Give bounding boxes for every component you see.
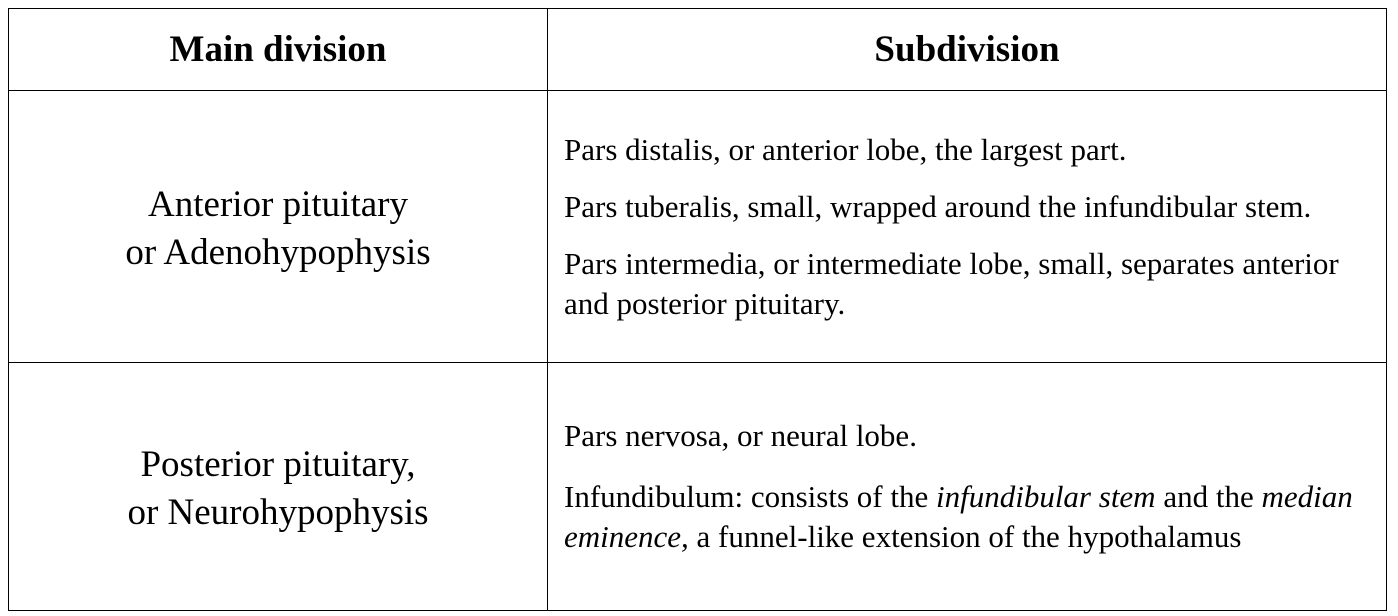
infundibulum-suffix: a funnel-like extension of the hypothalamus — [688, 519, 1242, 554]
infundibulum-middle: and the — [1155, 479, 1262, 514]
subdivision-cell — [548, 91, 1387, 363]
table-row — [9, 91, 1387, 363]
main-division-line: or Adenohypophysis — [125, 231, 431, 273]
main-division-line: Anterior pituitary — [148, 183, 408, 225]
main-division-cell — [9, 91, 548, 363]
subdivision-cell — [548, 363, 1387, 611]
median-eminence-term: median eminence, — [564, 479, 1353, 554]
subdivision-item: Pars intermedia, or intermediate lobe, small, separates anterior and posterior pituitary. — [564, 245, 1339, 321]
subdivision-item: Pars distalis, or anterior lobe, the largest part. — [564, 131, 1127, 167]
table-header-row — [9, 9, 1387, 91]
header-subdivision: Subdivision — [548, 9, 1387, 91]
subdivision-item: Pars nervosa, or neural lobe. — [564, 418, 917, 453]
subdivision-item: Pars tuberalis, small, wrapped around the infundibular stem. — [564, 188, 1312, 224]
infundibular-stem-term: infundibular stem — [935, 479, 1156, 514]
subdivision-item-infundibulum — [564, 477, 1358, 557]
pituitary-divisions-table — [8, 8, 1387, 611]
main-division-line: or Neurohypophysis — [127, 491, 429, 533]
main-division-cell — [9, 363, 548, 611]
main-division-line: Posterior pituitary, — [140, 443, 416, 485]
table-row — [9, 363, 1387, 611]
header-main-division: Main division — [9, 9, 548, 91]
infundibulum-prefix: Infundibulum: consists of the — [564, 479, 936, 514]
